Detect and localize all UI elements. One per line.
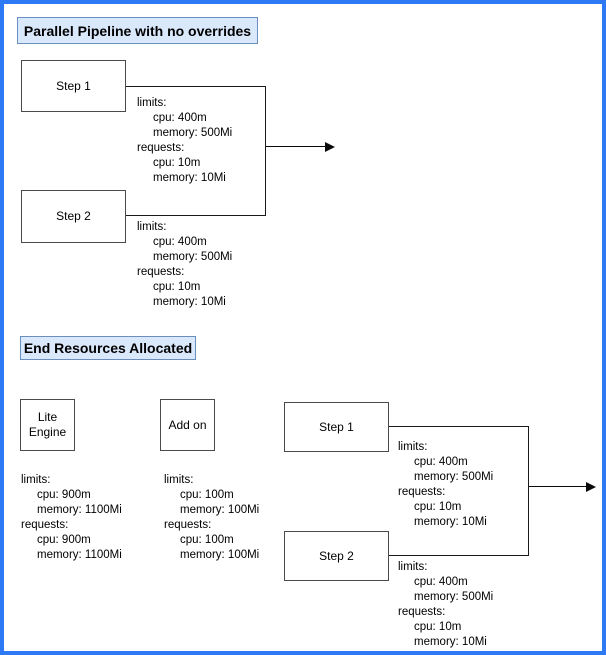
limits-cpu: cpu: 400m	[414, 576, 468, 588]
section-title-end-resources	[20, 336, 196, 360]
limits-memory: memory: 500Mi	[414, 471, 494, 483]
limits-label: limits:	[21, 474, 51, 486]
limits-label: limits:	[137, 221, 167, 233]
top-step1-label: Step 1	[56, 78, 91, 93]
requests-cpu: cpu: 10m	[153, 157, 201, 169]
limits-cpu: cpu: 400m	[153, 112, 207, 124]
requests-memory: memory: 10Mi	[414, 516, 487, 528]
bottom-output-arrow-line	[529, 486, 587, 487]
bottom-output-arrow-head-icon	[586, 482, 596, 492]
requests-label: requests:	[21, 519, 69, 531]
top-output-arrow-line	[266, 146, 326, 147]
lite-engine-box	[20, 399, 75, 451]
limits-memory: memory: 100Mi	[180, 504, 260, 516]
requests-cpu: cpu: 10m	[414, 501, 462, 513]
bottom-step1-label: Step 1	[319, 419, 354, 434]
top-step1-box	[21, 60, 126, 112]
limits-memory: memory: 500Mi	[153, 127, 233, 139]
limits-label: limits:	[164, 474, 194, 486]
lite-engine-label-line2: Engine	[28, 425, 67, 439]
top-step2-box	[21, 190, 126, 243]
limits-label: limits:	[398, 561, 428, 573]
requests-label: requests:	[137, 266, 185, 278]
requests-cpu: cpu: 10m	[414, 621, 462, 633]
requests-cpu: cpu: 100m	[180, 534, 234, 546]
lite-engine-label-line1: Lite	[37, 410, 58, 424]
requests-memory: memory: 100Mi	[180, 549, 260, 561]
requests-cpu: cpu: 900m	[37, 534, 91, 546]
bottom-step1-resources	[398, 440, 493, 530]
requests-cpu: cpu: 10m	[153, 281, 201, 293]
bottom-step2-label: Step 2	[319, 548, 354, 563]
limits-cpu: cpu: 400m	[414, 456, 468, 468]
requests-memory: memory: 1100Mi	[37, 549, 122, 561]
limits-cpu: cpu: 900m	[37, 489, 91, 501]
limits-label: limits:	[398, 441, 428, 453]
limits-cpu: cpu: 100m	[180, 489, 234, 501]
requests-label: requests:	[164, 519, 212, 531]
top-step1-resources	[137, 96, 232, 186]
section-title-text: Parallel Pipeline with no overrides	[23, 22, 252, 39]
add-on-box	[160, 399, 215, 451]
section-title-parallel-pipeline	[17, 17, 258, 44]
requests-label: requests:	[398, 486, 446, 498]
lite-engine-resources	[21, 473, 122, 563]
top-output-arrow-head-icon	[325, 142, 335, 152]
top-step2-resources	[137, 220, 232, 310]
limits-memory: memory: 500Mi	[414, 591, 494, 603]
requests-memory: memory: 10Mi	[153, 296, 226, 308]
top-step2-label: Step 2	[56, 209, 91, 223]
add-on-label: Add on	[168, 417, 207, 432]
requests-label: requests:	[398, 606, 446, 618]
add-on-resources	[164, 473, 259, 563]
requests-memory: memory: 10Mi	[414, 636, 487, 648]
requests-memory: memory: 10Mi	[153, 172, 226, 184]
requests-label: requests:	[137, 142, 185, 154]
bottom-step1-box	[284, 402, 389, 452]
bottom-step2-resources	[398, 560, 493, 650]
limits-cpu: cpu: 400m	[153, 236, 207, 248]
limits-memory: memory: 500Mi	[153, 251, 233, 263]
section-title-text: End Resources Allocated	[23, 340, 193, 356]
bottom-step2-box	[284, 531, 389, 581]
limits-label: limits:	[137, 97, 167, 109]
limits-memory: memory: 1100Mi	[37, 504, 122, 516]
